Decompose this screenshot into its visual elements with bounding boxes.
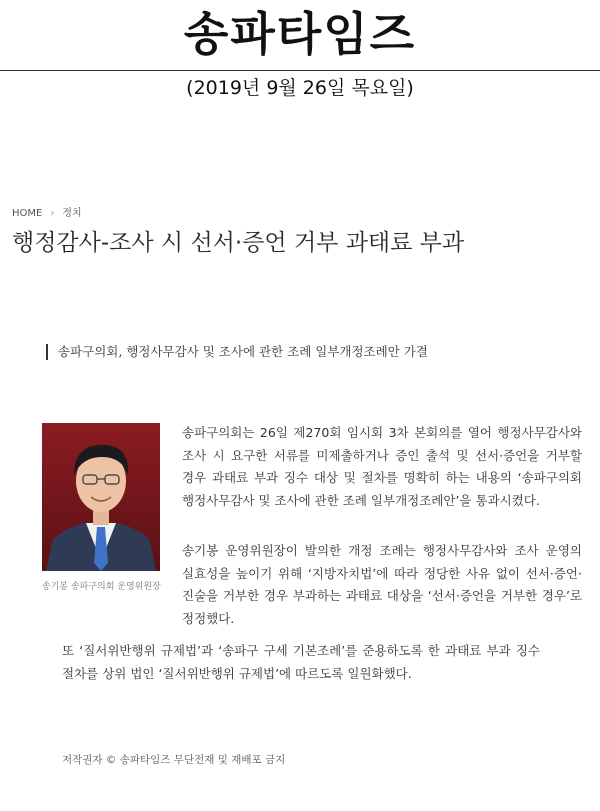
masthead-title-wrap: [0, 4, 600, 64]
photo-caption: 송기봉 송파구의회 운영위원장: [42, 582, 161, 592]
article-title: 행정감사-조사 시 선서·증언 거부 과태료 부과: [12, 230, 465, 256]
article-paragraph: 또 ‘질서위반행위 규제법’과 ‘송파구 구세 기본조례’를 준용하도록 한 과태료 부과 징수 절차를 상위 법인 ‘질서위반행위 규제법’에 따르도록 일원화했다.: [62, 643, 540, 681]
article-paragraph: 송파구의회는 26일 제270회 임시회 3차 본회의를 열어 행정사무감사와 조사 시 요구한 서류를 미제출하거나 증인 출석 및 선서·증언을 거부할 경우 과태료 부과 징수 대상 및 절차를 명확히 하는 내용의 ‘송파구의회 행정사무감사 및 조사에 관한 조례 일부개정조례안’을 통과시켰다.: [182, 425, 582, 508]
breadcrumb-home[interactable]: HOME: [12, 208, 43, 219]
article-paragraph: 송기봉 운영위원장이 발의한 개정 조례는 행정사무감사와 조사 운영의 실효성을 높이기 위해 ‘지방자치법’에 따라 정당한 사유 없이 선서·증언·진술을 거부한 경우 부과하는 과태료 대상을 ‘선서·증언을 거부한 경우’로 정정했다.: [182, 543, 582, 626]
breadcrumb-section[interactable]: 정치: [62, 208, 82, 219]
masthead-divider: [0, 70, 600, 71]
newspaper-title: 송파타임즈: [183, 7, 417, 61]
article-photo: [42, 423, 160, 571]
portrait-image: [42, 423, 160, 571]
chevron-right-icon: ›: [50, 208, 55, 219]
breadcrumb: [12, 204, 82, 219]
copyright-notice: 저작권자 © 송파타임즈 무단전재 및 재배포 금지: [62, 754, 286, 766]
issue-date: (2019년 9월 26일 목요일): [186, 77, 414, 99]
article-subtitle: 송파구의회, 행정사무감사 및 조사에 관한 조례 일부개정조례안 가결: [46, 344, 578, 360]
